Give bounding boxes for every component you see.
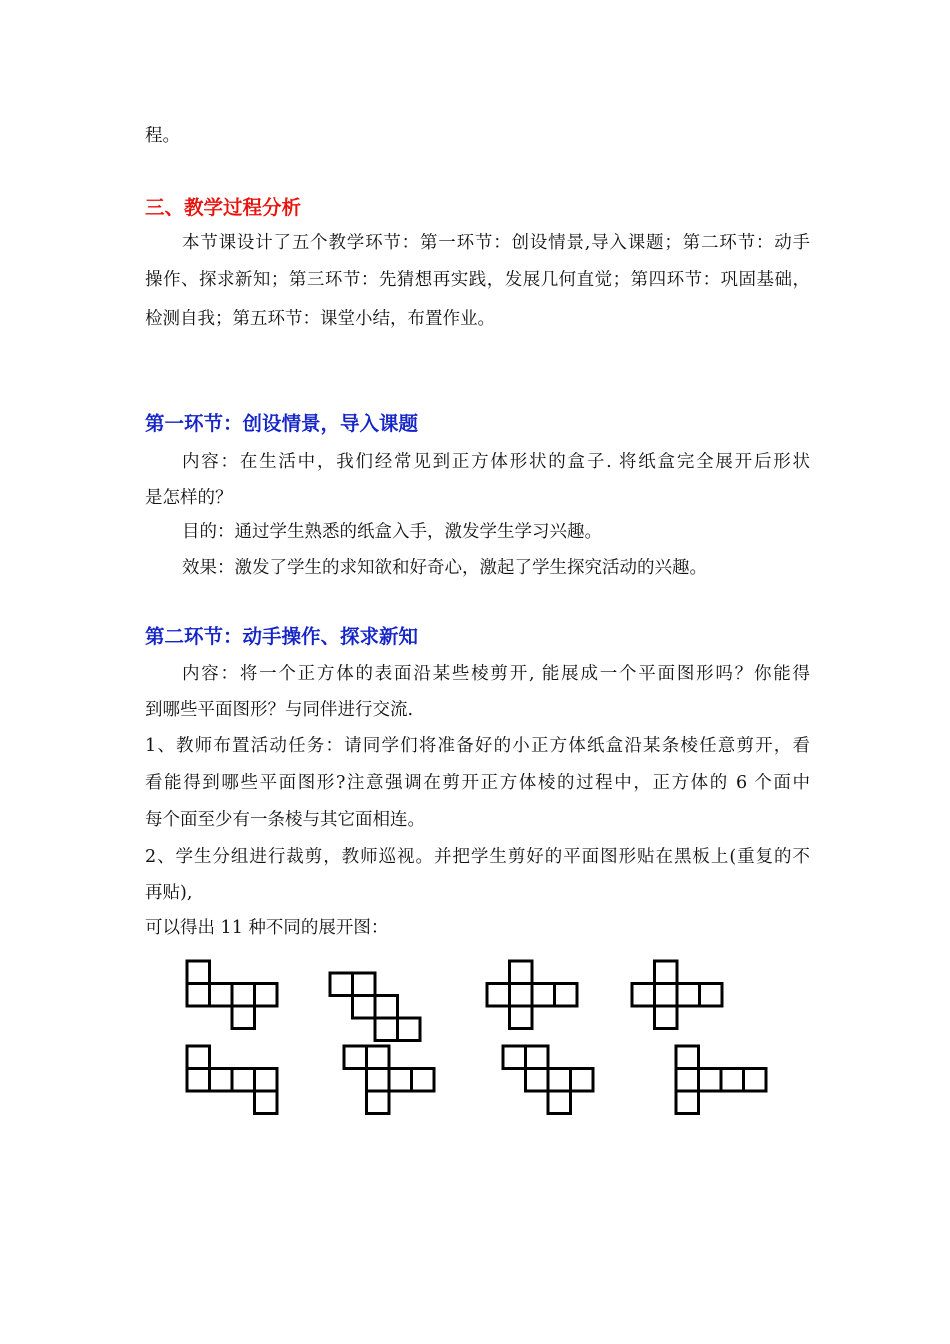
net-square xyxy=(676,1046,699,1069)
step1-line-1: 1、教师布置活动任务：请同学们将准备好的小正方体纸盒沿某条棱任意剪开，看 xyxy=(145,736,810,756)
net-square xyxy=(367,1091,390,1114)
net-square xyxy=(548,1069,571,1092)
stage1-effect: 效果：激发了学生的求知欲和好奇心，激起了学生探究活动的兴趣。 xyxy=(182,558,707,578)
net-square xyxy=(187,984,210,1007)
net-square xyxy=(330,973,353,996)
stage2-content-line-1: 内容：将一个正方体的表面沿某些棱剪开, 能展成一个平面图形吗？你能得 xyxy=(182,664,810,684)
stage2-heading: 第二环节：动手操作、探求新知 xyxy=(145,625,419,648)
step1-line-2: 看能得到哪些平面图形?注意强调在剪开正方体棱的过程中，正方体的 6 个面中 xyxy=(145,773,810,793)
net-square xyxy=(375,1018,398,1041)
net-square xyxy=(721,1069,744,1092)
net-square xyxy=(187,961,210,984)
net-square xyxy=(389,1069,412,1092)
cube-net-4 xyxy=(632,961,722,1029)
net-square xyxy=(367,1046,390,1069)
cube-net-8 xyxy=(676,1046,766,1114)
net-square xyxy=(548,1091,571,1114)
net-square xyxy=(526,1069,549,1092)
net-square xyxy=(210,1069,233,1092)
stage1-content-line-2: 是怎样的？ xyxy=(145,488,233,508)
intro-line-1: 本节课设计了五个教学环节：第一环节：创设情景,导入课题；第二环节：动手 xyxy=(182,233,810,253)
stage1-purpose: 目的：通过学生熟悉的纸盒入手，激发学生学习兴趣。 xyxy=(182,522,602,542)
net-square xyxy=(187,1046,210,1069)
net-square xyxy=(398,1018,421,1041)
cube-net-3 xyxy=(487,961,577,1029)
net-square xyxy=(255,1069,278,1092)
net-square xyxy=(526,1046,549,1069)
net-square xyxy=(353,996,376,1019)
net-square xyxy=(571,1069,594,1092)
net-square xyxy=(210,984,233,1007)
cube-net-1 xyxy=(187,961,277,1029)
net-square xyxy=(632,984,655,1007)
net-square xyxy=(232,984,255,1007)
net-square xyxy=(700,984,723,1007)
net-square xyxy=(655,984,678,1007)
net-square xyxy=(412,1069,435,1092)
intro-line-3: 检测自我；第五环节：课堂小结，布置作业。 xyxy=(145,309,495,329)
net-square xyxy=(555,984,578,1007)
net-square xyxy=(655,1006,678,1029)
net-square xyxy=(510,961,533,984)
net-square xyxy=(367,1069,390,1092)
net-square xyxy=(232,1006,255,1029)
top-fragment: 程。 xyxy=(145,126,180,146)
net-square xyxy=(744,1069,767,1092)
step1-line-3: 每个面至少有一条棱与其它面相连。 xyxy=(145,810,425,830)
net-square xyxy=(676,1091,699,1114)
net-square xyxy=(503,1046,526,1069)
stage1-heading: 第一环节：创设情景，导入课题 xyxy=(145,412,419,435)
stage2-content-line-2: 到哪些平面图形？与同伴进行交流. xyxy=(145,700,414,720)
intro-line-2: 操作、探求新知；第三环节：先猜想再实践，发展几何直觉；第四环节：巩固基础， xyxy=(145,270,810,290)
cube-net-6 xyxy=(344,1046,434,1114)
cube-net-7 xyxy=(503,1046,593,1114)
step2-line-2: 再贴), xyxy=(145,883,193,903)
net-square xyxy=(699,1069,722,1092)
net-square xyxy=(375,996,398,1019)
net-square xyxy=(187,1069,210,1092)
net-square xyxy=(255,1091,278,1114)
cube-net-5 xyxy=(187,1046,277,1114)
cube-net-2 xyxy=(330,973,420,1041)
net-square xyxy=(532,984,555,1007)
stage1-content-line-1: 内容：在生活中，我们经常见到正方体形状的盒子. 将纸盒完全展开后形状 xyxy=(182,452,810,472)
net-square xyxy=(676,1069,699,1092)
net-square xyxy=(677,984,700,1007)
net-square xyxy=(255,984,278,1007)
net-square xyxy=(353,973,376,996)
net-square xyxy=(344,1046,367,1069)
net-square xyxy=(510,984,533,1007)
result-line: 可以得出 11 种不同的展开图： xyxy=(145,918,389,938)
section3-heading: 三、教学过程分析 xyxy=(145,196,302,219)
net-square xyxy=(487,984,510,1007)
net-square xyxy=(510,1006,533,1029)
step2-line-1: 2、学生分组进行裁剪，教师巡视。并把学生剪好的平面图形贴在黑板上(重复的不 xyxy=(145,847,810,867)
net-square xyxy=(232,1069,255,1092)
net-square xyxy=(655,961,678,984)
